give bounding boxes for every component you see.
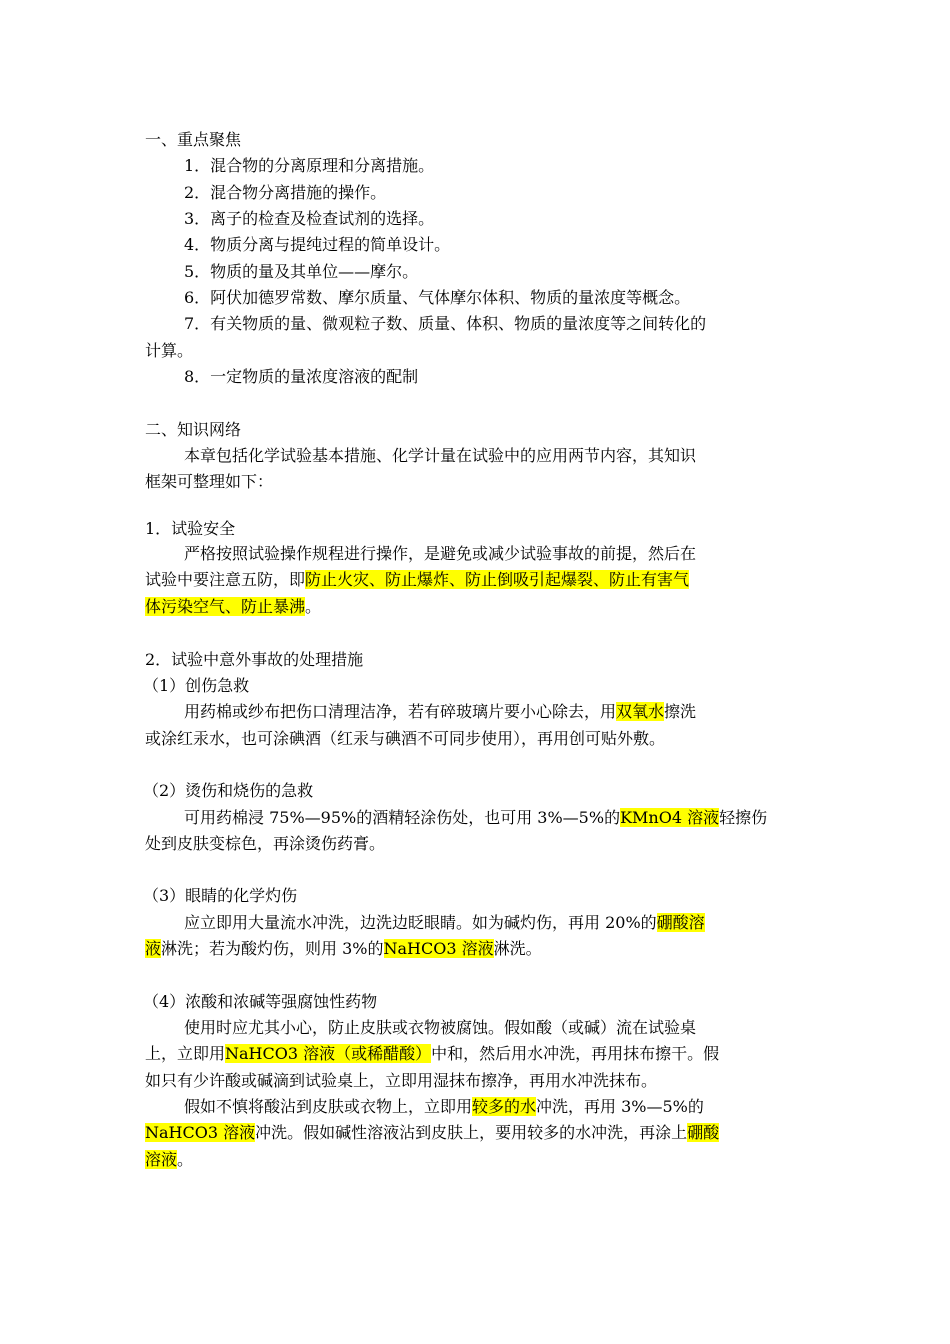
acid-line-5 — [145, 1120, 719, 1146]
safety-line-3-text: 。 — [305, 597, 322, 616]
safety-heading: 1．试验安全 — [145, 519, 236, 538]
highlight-boric-acid: 硼酸溶 — [656, 913, 705, 932]
highlight-five-preventions-cont: 体污染空气、防止暴沸 — [145, 597, 306, 616]
acid-line-6-text: 。 — [177, 1150, 194, 1169]
highlight-plenty-water: 较多的水 — [472, 1097, 537, 1116]
acid-line-3: 如只有少许酸或碱滴到试验桌上，立即用湿抹布擦净，再用水冲洗抹布。 — [145, 1071, 658, 1090]
wound-line-2: 或涂红汞水，也可涂碘酒（红汞与碘酒不可同步使用），再用创可贴外敷。 — [145, 729, 666, 748]
safety-line-2 — [145, 567, 689, 593]
burn-line-1-text: 可用药棉浸 75%—95%的酒精轻涂伤处，也可用 3%—5%的 — [184, 808, 621, 827]
burn-line-2: 处到皮肤变棕色，再涂烫伤药膏。 — [145, 834, 386, 853]
eye-line-2-text: 淋洗；若为酸灼伤，则用 3%的 — [161, 939, 384, 958]
highlight-hydrogen-peroxide: 双氧水 — [616, 702, 665, 721]
eye-title: （3）眼睛的化学灼伤 — [143, 886, 298, 905]
safety-line-1: 严格按照试验操作规程进行操作，是避免或减少试验事故的前提，然后在 — [184, 544, 697, 563]
focus-item-2: 2．混合物分离措施的操作。 — [184, 183, 387, 202]
acid-line-4-text: 假如不慎将酸沾到皮肤或衣物上，立即用 — [184, 1097, 473, 1116]
acid-line-6 — [145, 1147, 193, 1173]
acid-line-2-text: 上，立即用 — [145, 1044, 226, 1063]
intro-line-1: 本章包括化学试验基本措施、化学计量在试验中的应用两节内容，其知识 — [184, 446, 697, 465]
acid-line-5-text: 冲洗。假如碱性溶液沾到皮肤上，要用较多的水冲洗，再涂上 — [255, 1123, 688, 1142]
section1-heading: 一、重点聚焦 — [145, 130, 242, 149]
highlight-nahco3-or-vinegar: NaHCO3 溶液（或稀醋酸） — [225, 1044, 432, 1063]
section2-heading: 二、知识网络 — [145, 420, 242, 439]
burn-line-1 — [184, 805, 767, 831]
acid-line-4-tail: 冲洗，再用 3%—5%的 — [536, 1097, 704, 1116]
acid-line-2 — [145, 1041, 719, 1067]
focus-item-8: 8．一定物质的量浓度溶液的配制 — [184, 367, 419, 386]
wound-line-1-tail: 擦洗 — [664, 702, 697, 721]
focus-item-3: 3．离子的检查及检查试剂的选择。 — [184, 209, 435, 228]
eye-line-2-tail: 淋洗。 — [493, 939, 542, 958]
focus-item-4: 4．物质分离与提纯过程的简单设计。 — [184, 235, 451, 254]
highlight-nahco3-solution: NaHCO3 溶液 — [145, 1123, 256, 1142]
wound-line-1 — [184, 699, 696, 725]
highlight-nahco3: NaHCO3 溶液 — [383, 939, 494, 958]
safety-line-2-text: 试验中要注意五防，即 — [145, 570, 306, 589]
focus-item-6: 6．阿伏加德罗常数、摩尔质量、气体摩尔体积、物质的量浓度等概念。 — [184, 288, 691, 307]
accidents-heading: 2．试验中意外事故的处理措施 — [145, 650, 364, 669]
acid-line-2-tail: 中和，然后用水冲洗，再用抹布擦干。假 — [431, 1044, 720, 1063]
focus-item-1: 1．混合物的分离原理和分离措施。 — [184, 156, 435, 175]
eye-line-1 — [184, 910, 705, 936]
eye-line-2 — [145, 936, 542, 962]
acid-line-4 — [184, 1094, 704, 1120]
highlight-boric-acid-cont: 液 — [145, 939, 162, 958]
eye-line-1-text: 应立即用大量流水冲洗，边洗边眨眼睛。如为碱灼伤，再用 20%的 — [184, 913, 657, 932]
highlight-kmno4: KMnO4 溶液 — [620, 808, 720, 827]
highlight-boric: 硼酸 — [687, 1123, 720, 1142]
wound-line-1-text: 用药棉或纱布把伤口清理洁净，若有碎玻璃片要小心除去，用 — [184, 702, 617, 721]
intro-line-2: 框架可整理如下： — [145, 472, 274, 491]
focus-item-7b: 计算。 — [145, 341, 194, 360]
acid-title: （4）浓酸和浓碱等强腐蚀性药物 — [143, 992, 378, 1011]
wound-title: （1）创伤急救 — [143, 676, 250, 695]
highlight-solution: 溶液 — [145, 1150, 178, 1169]
highlight-five-preventions: 防止火灾、防止爆炸、防止倒吸引起爆裂、防止有害气 — [305, 570, 690, 589]
safety-line-3 — [145, 594, 321, 620]
focus-item-7a: 7．有关物质的量、微观粒子数、质量、体积、物质的量浓度等之间转化的 — [184, 314, 707, 333]
focus-item-5: 5．物质的量及其单位——摩尔。 — [184, 262, 419, 281]
acid-line-1: 使用时应尤其小心，防止皮肤或衣物被腐蚀。假如酸（或碱）流在试验桌 — [184, 1018, 697, 1037]
burn-title: （2）烫伤和烧伤的急救 — [143, 781, 314, 800]
burn-line-1-tail: 轻擦伤 — [719, 808, 768, 827]
